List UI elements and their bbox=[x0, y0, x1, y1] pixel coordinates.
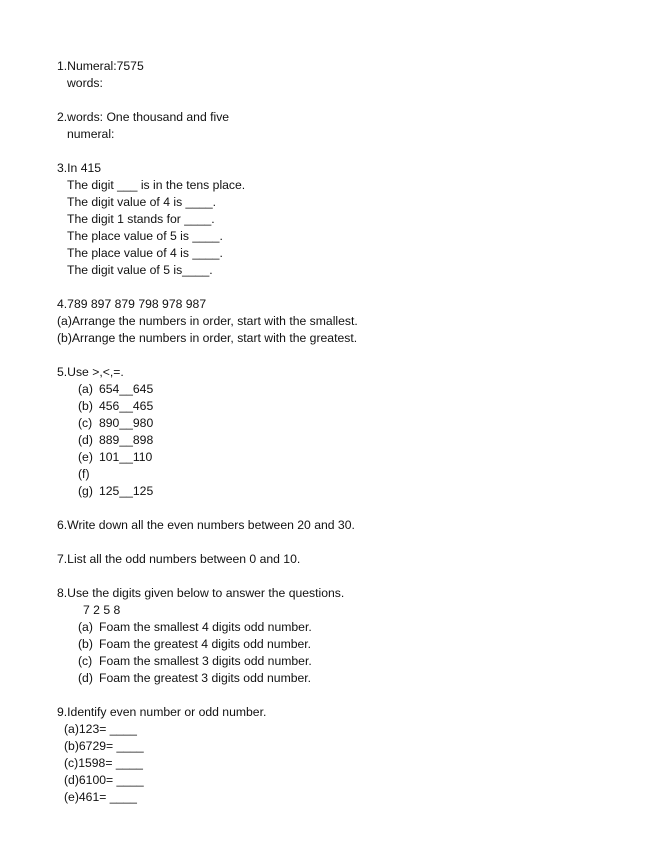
q4-part-a: (a)Arrange the numbers in order, start with the smallest. bbox=[57, 314, 358, 328]
q8-item-label: (a) bbox=[78, 620, 93, 634]
q4-part-b: (b)Arrange the numbers in order, start with the greatest. bbox=[57, 331, 358, 345]
q8-item bbox=[57, 619, 617, 636]
q1-words-prompt: words: bbox=[67, 76, 103, 90]
q5-item bbox=[57, 398, 617, 415]
q8-item-label: (c) bbox=[78, 654, 93, 668]
q9-item: (d)6100= ____ bbox=[64, 773, 144, 787]
q5-item bbox=[57, 381, 617, 398]
q3-heading: 3.In 415 bbox=[57, 161, 102, 175]
q5-item-text: 456__465 bbox=[99, 399, 154, 413]
q1-numeral: 1.Numeral:7575 bbox=[57, 59, 144, 73]
q3-item: The place value of 5 is ____. bbox=[67, 229, 223, 243]
q5-item bbox=[57, 466, 617, 483]
q8-item bbox=[57, 653, 617, 670]
q8-item-text: Foam the smallest 3 digits odd number. bbox=[99, 654, 312, 668]
q5-item-text: 125__125 bbox=[99, 484, 154, 498]
q5-heading: 5.Use >,<,=. bbox=[57, 365, 124, 379]
q8-item-text: Foam the smallest 4 digits odd number. bbox=[99, 620, 312, 634]
q8-item bbox=[57, 636, 617, 653]
q5-item bbox=[57, 415, 617, 432]
q8-heading: 8.Use the digits given below to answer the questions. bbox=[57, 586, 345, 600]
q7-heading: 7.List all the odd numbers between 0 and 10. bbox=[57, 552, 301, 566]
q8-item-text: Foam the greatest 3 digits odd number. bbox=[99, 671, 312, 685]
q5-item-label: (g) bbox=[78, 484, 93, 498]
q3-item: The digit 1 stands for ____. bbox=[67, 212, 215, 226]
q2-numeral-prompt: numeral: bbox=[67, 127, 115, 141]
q5-item-label: (d) bbox=[78, 433, 93, 447]
q9-item: (a)123= ____ bbox=[64, 722, 137, 736]
q2-words: 2.words: One thousand and five bbox=[57, 110, 230, 124]
q5-item bbox=[57, 449, 617, 466]
q5-item-text: 890__980 bbox=[99, 416, 154, 430]
q4-heading: 4.789 897 879 798 978 987 bbox=[57, 297, 207, 311]
q5-item-label: (b) bbox=[78, 399, 93, 413]
q3-item: The digit value of 4 is ____. bbox=[67, 195, 217, 209]
q3-item: The digit ___ is in the tens place. bbox=[67, 178, 246, 192]
q8-digits: 7 2 5 8 bbox=[83, 603, 121, 617]
q3-item: The digit value of 5 is____. bbox=[67, 263, 213, 277]
q3-item: The place value of 4 is ____. bbox=[67, 246, 223, 260]
q9-heading: 9.Identify even number or odd number. bbox=[57, 705, 267, 719]
q9-item: (c)1598= ____ bbox=[64, 756, 143, 770]
q5-item-text: 654__645 bbox=[99, 382, 154, 396]
q8-item-label: (b) bbox=[78, 637, 93, 651]
q5-item-text: 101__110 bbox=[99, 450, 153, 464]
q8-item-label: (d) bbox=[78, 671, 93, 685]
q5-item-label: (e) bbox=[78, 450, 93, 464]
q5-item bbox=[57, 432, 617, 449]
q8-item-text: Foam the greatest 4 digits odd number. bbox=[99, 637, 312, 651]
q5-item-label: (a) bbox=[78, 382, 93, 396]
worksheet bbox=[57, 58, 617, 806]
q5-item bbox=[57, 483, 617, 500]
q5-item-text: 889__898 bbox=[99, 433, 154, 447]
q8-item bbox=[57, 670, 617, 687]
q5-item-label: (f) bbox=[78, 467, 90, 481]
q6-heading: 6.Write down all the even numbers between 20 and 30. bbox=[57, 518, 355, 532]
q9-item: (b)6729= ____ bbox=[64, 739, 144, 753]
q9-item: (e)461= ____ bbox=[64, 790, 137, 804]
q5-item-label: (c) bbox=[78, 416, 93, 430]
